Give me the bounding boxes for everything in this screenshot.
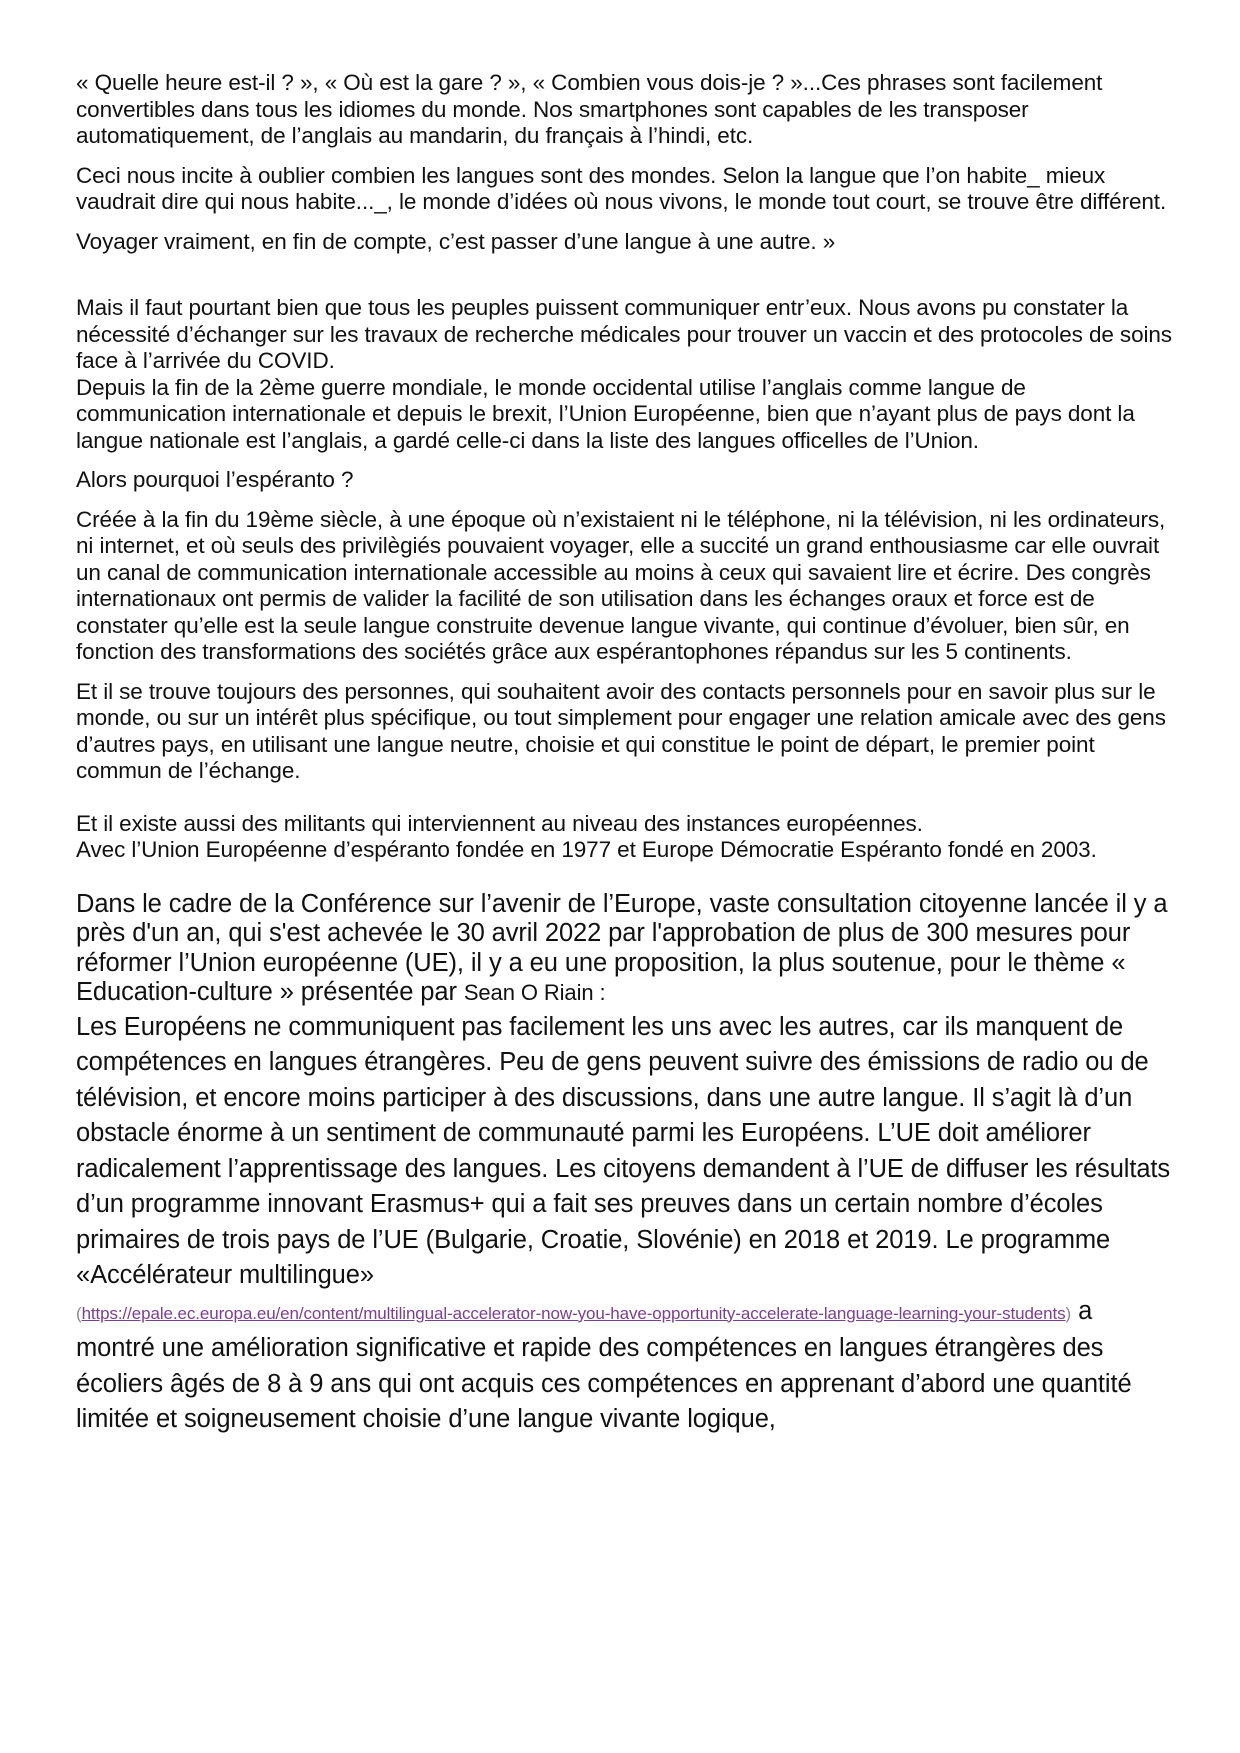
link-paren-close: ) <box>1065 1303 1072 1323</box>
paragraph-history: Créée à la fin du 19ème siècle, à une époque où n’existaient ni le téléphone, ni la télévision, ni les ordinateurs, ni internet, et où seuls des privilègiés pouvaient voyager, elle a succité un grand enthousiasme car elle ouvrait un canal de communication internationale accessible au moins à ceux qui savaient lire et écrire. Des congrès internationaux ont permis de valider la facilité de son utilisation dans les échanges oraux et force est de constater qu’elle est la seule langue construite devenue langue vivante, qui continue d’évoluer, bien sûr, en fonction des transformations des sociétés grâce aux espérantophones répandus sur les 5 continents. <box>76 506 1166 664</box>
section-conference <box>76 890 1176 1438</box>
proposal-text: Les Européens ne communiquent pas facilement les uns avec les autres, car ils manquent de compétences en langues étrangères. Peu de gens peuvent suivre des émissions de radio ou de télévision, et encore moins participer à des discussions, dans une autre langue. Il s’agit là d’un obstacle énorme à un sentiment de communauté parmi les Européens. L’UE doit améliorer radicalement l’apprentissage des langues. Les citoyens demandent à l’UE de diffuser les résultats d’un programme innovant Erasmus+ qui a fait ses preuves dans un certain nombre d’écoles primaires de trois pays de l’UE (Bulgarie, Croatie, Slovénie) en 2018 et 2019. Le programme «Accélérateur multilingue» <box>76 1012 1171 1289</box>
paragraph-conference-intro <box>76 890 1176 1008</box>
proposal-continuation: a montré une amélioration significative et rapide des compétences en langues étrangères des écoliers âgés de 8 à 9 ans qui ont acquis ces compétences en apprenant d’abord une quantité limitée et soigneusement choisie d’une langue vivante logique, <box>76 1296 1132 1433</box>
paragraph-organizations: Avec l’Union Européenne d’espéranto fondée en 1977 et Europe Démocratie Espéranto fondé en 2003. <box>76 837 1097 862</box>
paragraph-communication: Mais il faut pourtant bien que tous les peuples puissent communiquer entr’eux. Nous avons pu constater la nécessité d’échanger sur les travaux de recherche médicales pour trouver un vaccin et des protocoles de soins face à l’arrivée du COVID. <box>76 295 1172 373</box>
author-name: Sean O Riain : <box>463 980 606 1005</box>
paragraph-militants: Et il existe aussi des militants qui interviennent au niveau des instances européennes. <box>76 810 923 836</box>
paragraph-personal-contacts: Et il se trouve toujours des personnes, qui souhaitent avoir des contacts personnels pour en savoir plus sur le monde, ou sur un intérêt plus spécifique, ou tout simplement pour engager une relation amicale avec des gens d’autres pays, en utilisant une langue neutre, choisie et qui constitue le point de départ, le premier point commun de l’échange. <box>76 678 1166 783</box>
paragraph-quote-phrases: « Quelle heure est-il ? », « Où est la gare ? », « Combien vous dois-je ? »...Ces phrases sont facilement convertibles dans tous les idiomes du monde. Nos smartphones sont capables de les transposer automatiquement, de l’anglais au mandarin, du français à l’hindi, etc. <box>76 70 1103 148</box>
paragraph-english-lingua-franca: Depuis la fin de la 2ème guerre mondiale, le monde occidental utilise l’anglais comme langue de communication internationale et depuis le brexit, l’Union Européenne, bien que n’ayant plus de pays dont la langue nationale est l’anglais, a gardé celle-ci dans la liste des langues officelles de l’Union. <box>76 374 1135 453</box>
document-page <box>76 70 1176 1438</box>
paragraph-languages-worlds: Ceci nous incite à oublier combien les langues sont des mondes. Selon la langue que l’on habite_ mieux vaudrait dire qui nous habite..._, le monde d’idées où nous vivons, le monde tout court, se trouve être différent. <box>76 162 1167 214</box>
section-intro <box>76 70 1176 864</box>
paragraph-voyager: Voyager vraiment, en fin de compte, c’est passer d’une langue à une autre. » <box>76 228 836 254</box>
paragraph-proposal <box>76 1010 1176 1438</box>
paragraph-why-esperanto: Alors pourquoi l’espéranto ? <box>76 467 354 492</box>
conference-intro-text: Dans le cadre de la Conférence sur l’avenir de l’Europe, vaste consultation citoyenne lancée il y a près d'un an, qui s'est achevée le 30 avril 2022 par l'approbation de plus de 300 mesures pour réformer l’Union européenne (UE), il y a eu une proposition, la plus soutenue, pour le thème « Education-culture » présentée par <box>76 889 1168 1006</box>
epale-link[interactable]: https://epale.ec.europa.eu/en/content/multilingual-accelerator-now-you-have-opportunity-accelerate-language-learning-your-students <box>81 1303 1066 1323</box>
link-paren-open: ( <box>76 1303 82 1323</box>
